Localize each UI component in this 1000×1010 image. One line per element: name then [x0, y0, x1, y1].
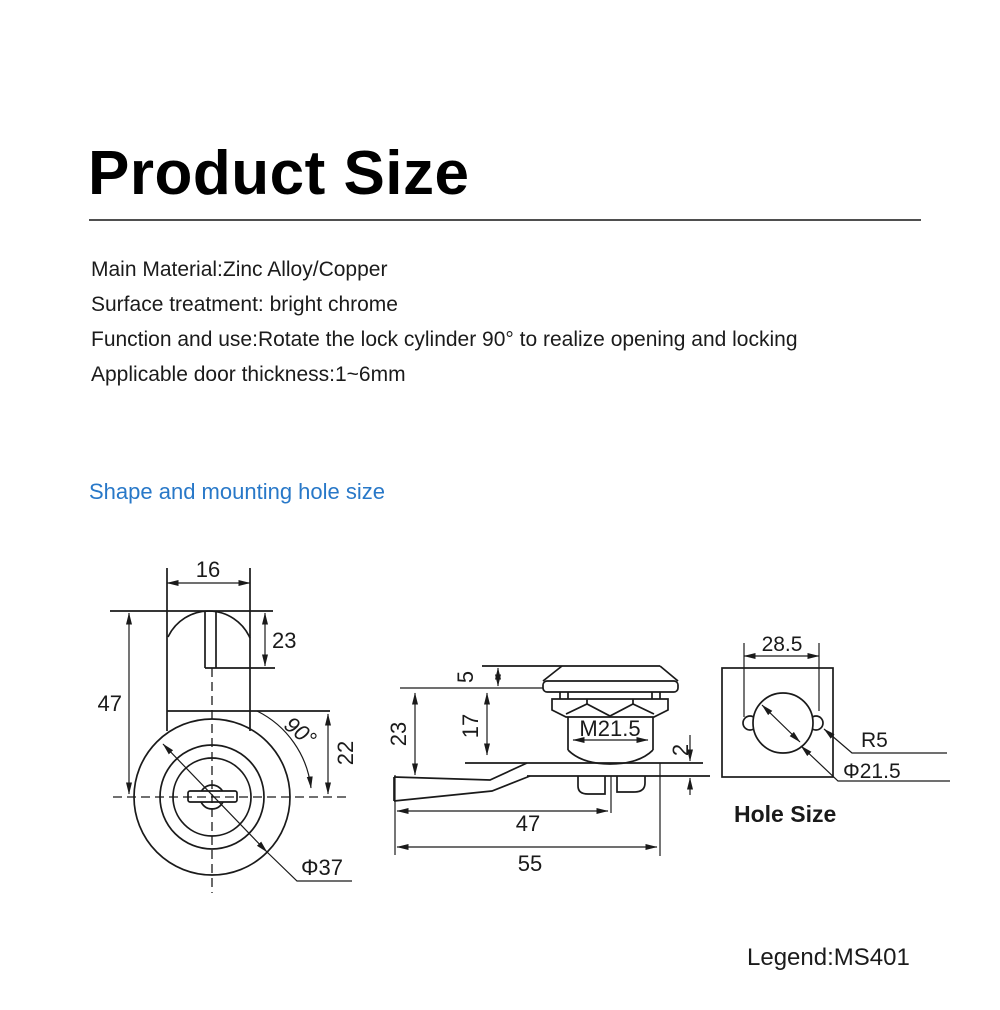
spec-line-material: Main Material:Zinc Alloy/Copper	[91, 258, 388, 281]
dim-total-length: 55	[517, 851, 543, 876]
page-title: Product Size	[88, 139, 470, 208]
spec-line-surface: Surface treatment: bright chrome	[91, 293, 398, 316]
dim-hole-width: 28.5	[761, 633, 803, 656]
dim-rotation-angle: 90°	[279, 711, 322, 752]
dim-cam-tab-height: 23	[272, 628, 297, 653]
dim-cam-reach: 47	[515, 811, 541, 836]
dim-face-diameter: Φ37	[300, 855, 344, 880]
hole-size-drawing	[722, 633, 950, 827]
section-heading: Shape and mounting hole size	[89, 479, 385, 504]
dim-panel-thickness: 2	[668, 743, 693, 757]
side-view-drawing	[386, 666, 710, 876]
mounting-hole	[753, 693, 813, 753]
dim-head-height: 5	[453, 670, 478, 684]
dim-head-to-cam: 23	[386, 721, 411, 747]
spec-line-function: Function and use:Rotate the lock cylinder 90° to realize opening and locking	[91, 328, 798, 351]
dim-total-height: 47	[97, 691, 122, 716]
dim-cam-width: 16	[195, 557, 221, 582]
spec-line-thickness: Applicable door thickness:1~6mm	[91, 363, 406, 386]
front-view-drawing	[98, 557, 358, 893]
legend-text: Legend:MS401	[747, 944, 910, 971]
dim-thread-length: 17	[458, 713, 483, 739]
dim-thread-spec: M21.5	[579, 716, 641, 741]
dim-offset: 22	[333, 740, 358, 766]
dim-hole-diameter: Φ21.5	[843, 760, 901, 783]
dim-notch-radius: R5	[861, 729, 888, 752]
hole-size-label: Hole Size	[734, 801, 837, 827]
